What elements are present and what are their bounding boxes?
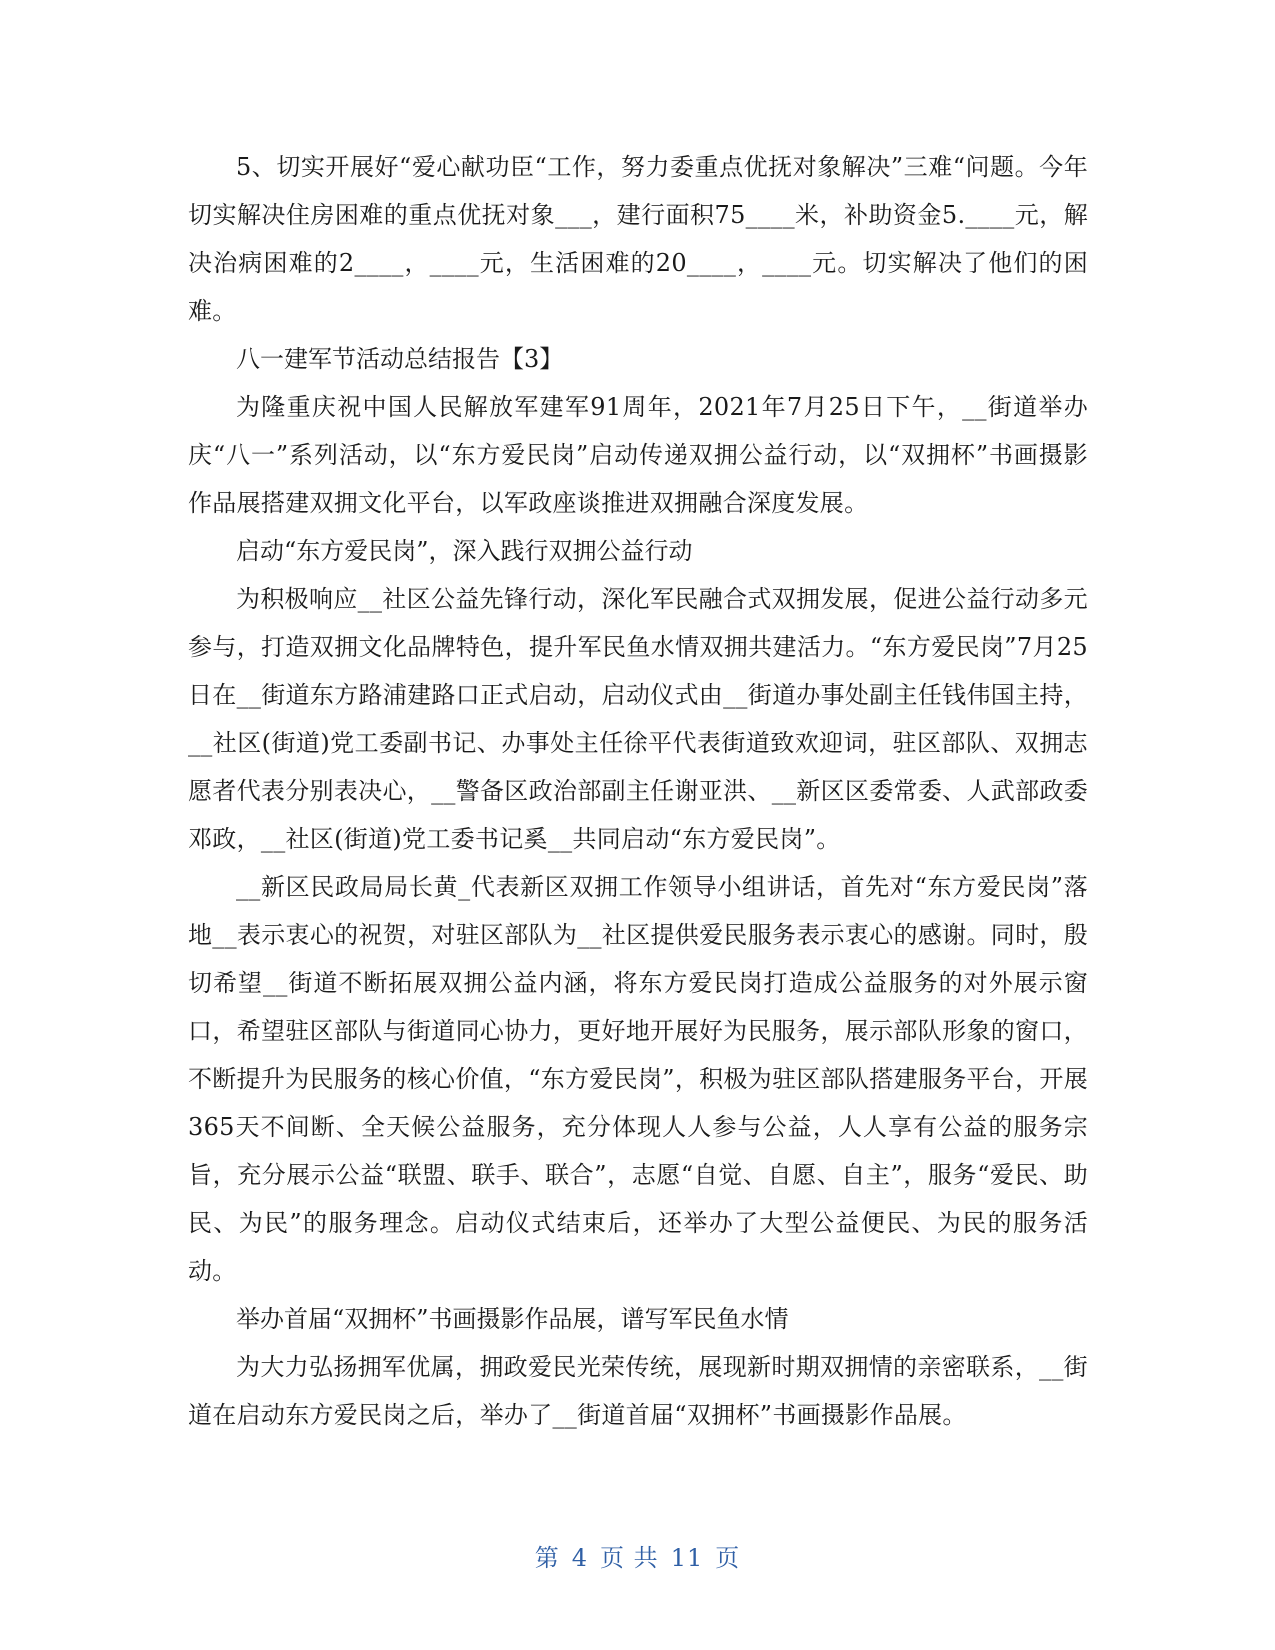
page-label-prefix: 第 [534, 1544, 560, 1572]
paragraph-launch-details: 为积极响应__社区公益先锋行动，深化军民融合式双拥发展，促进公益行动多元参与，打造双拥文化品牌特色，提升军民鱼水情双拥共建活力。“东方爱民岗”7月25日在__街道东方路浦建路口正式启动，启动仪式由__街道办事处副主任钱伟国主持，__社区(街道)党工委副书记、办事处主任徐平代表街道致欢迎词，驻区部队、双拥志愿者代表分别表决心，__警备区政治部副主任谢亚洪、__新区区委常委、人武部政委邓政，__社区(街道)党工委书记奚__共同启动“东方爱民岗”。 [188, 585, 1088, 853]
page-label-suffix: 页 [715, 1544, 741, 1572]
paragraph-item-5: 5、切实开展好“爱心献功臣“工作，努力委重点优抚对象解决”三难“问题。今年切实解决住房困难的重点优抚对象___，建行面积75____米，补助资金5.____元，解决治病困难的2____，____元，生活困难的20____，____元。切实解决了他们的困难。 [188, 153, 1088, 325]
document-body [188, 143, 1088, 1439]
total-pages-number: 11 [670, 1544, 704, 1572]
paragraph-speech: __新区民政局局长黄_代表新区双拥工作领导小组讲话，首先对“东方爱民岗”落地__表示衷心的祝贺，对驻区部队为__社区提供爱民服务表示衷心的感谢。同时，殷切希望__街道不断拓展双拥公益内涵，将东方爱民岗打造成公益服务的对外展示窗口，希望驻区部队与街道同心协力，更好地开展好为民服务，展示部队形象的窗口，不断提升为民服务的核心价值，“东方爱民岗”，积极为驻区部队搭建服务平台，开展365天不间断、全天候公益服务，充分体现人人参与公益，人人享有公益的服务宗旨，充分展示公益“联盟、联手、联合”，志愿“自觉、自愿、自主”，服务“爱民、助民、为民”的服务理念。启动仪式结束后，还举办了大型公益便民、为民的服务活动。 [188, 873, 1088, 1285]
current-page-number: 4 [571, 1544, 589, 1572]
page-footer [0, 1538, 1275, 1573]
report-title: 八一建军节活动总结报告【3】 [236, 345, 564, 373]
paragraph-intro: 为隆重庆祝中国人民解放军建军91周年，2021年7月25日下午，__街道举办庆“八一”系列活动，以“东方爱民岗”启动传递双拥公益行动，以“双拥杯”书画摄影作品展搭建双拥文化平台，以军政座谈推进双拥融合深度发展。 [188, 393, 1088, 517]
paragraph-exhibition: 为大力弘扬拥军优属，拥政爱民光荣传统，展现新时期双拥情的亲密联系，__街道在启动东方爱民岗之后，举办了__街道首届“双拥杯”书画摄影作品展。 [188, 1353, 1088, 1429]
section-heading-launch: 启动“东方爱民岗”，深入践行双拥公益行动 [236, 537, 693, 565]
section-heading-exhibition: 举办首届“双拥杯”书画摄影作品展，谱写军民鱼水情 [236, 1305, 789, 1333]
page-label-middle: 页 共 [600, 1544, 659, 1572]
